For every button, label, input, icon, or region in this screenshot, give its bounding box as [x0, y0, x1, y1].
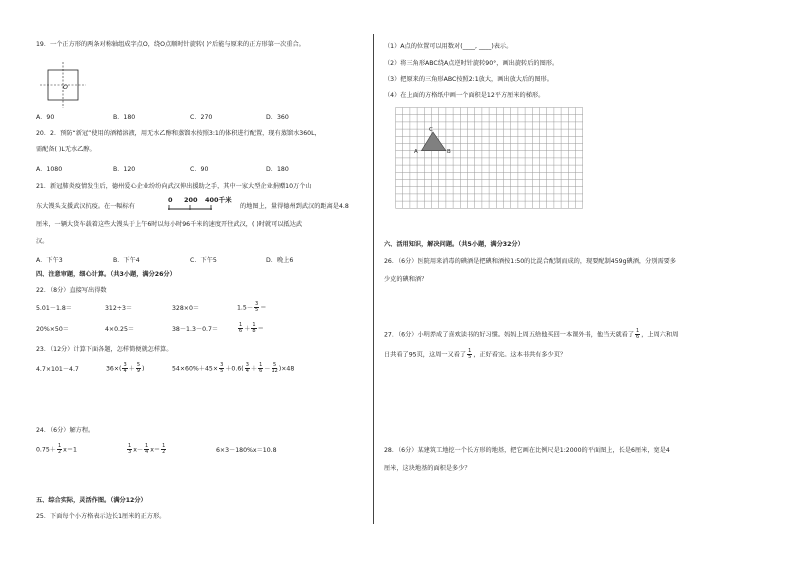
q21-line3: 厘米，一辆大货车载着这些大馒头于上午6时以每小时96千米的速度开往武汉，( )时就可以抵达武	[36, 221, 303, 228]
point-c-label: C	[429, 127, 433, 133]
scale-line	[168, 205, 212, 211]
q23-expr-2: 36×( $\frac{3}{4}$ ＋ $\frac{5}{9}$ )	[106, 362, 145, 374]
q22-r2-c2: 4×0.25＝	[105, 326, 135, 333]
q21-line1: 21．新冠肺炎疫情发生后，德州爱心企业纷纷向武汉伸出援助之手，其中一家大型企业捐赠10万个山	[36, 183, 312, 190]
q25-part-1: （1）A点的位置可以用数对(____, ____)表示。	[384, 43, 513, 50]
square-grid	[395, 107, 595, 217]
point-b-label: B	[447, 149, 451, 155]
column-divider	[373, 34, 374, 524]
q22-r2-c1: 20%×50＝	[36, 326, 69, 333]
q22-r1-c1: 5.01－1.8＝	[36, 305, 72, 312]
q21-option-a: A．下午3	[36, 257, 63, 264]
triangle-abc	[421, 132, 445, 151]
q19-text: 19．一个正方形的两条对称轴组成字点O，绕O点顺时针旋转( )°后能与原来的正方形第一次重合。	[36, 41, 305, 48]
q23-expr-3: 54×60%＋45× $\frac{3}{5}$ ＋0.6( $\frac{3}{4}$ ＋ $\frac{1}{6}$ － $\frac{5}{12}$ )×48	[172, 362, 295, 374]
q21-option-d: D．晚上6	[266, 257, 294, 264]
q27-line1: 27．（6分）小明养成了喜欢读书的好习惯。妈妈上周五给他买回一本课外书，他当天就看了 $\frac{1}{6}$ ，上周六和周	[384, 328, 679, 340]
q20-option-c: C．90	[190, 166, 209, 173]
section-6-heading: 六、活用知识，解决问题。（共5小题，满分32分）	[384, 241, 524, 248]
q21-line2-post: 的地图上，量得德州到武汉的距离是4.8	[240, 203, 349, 210]
q22-r1-c3: 328×0＝	[172, 305, 200, 312]
q28-line2: 厘米，这块地基的面积是多少？	[384, 465, 471, 472]
scale-label-0: 0	[168, 196, 173, 204]
q25-part-4: （4）在上面的方格纸中画一个面积是12平方厘米的梯形。	[384, 92, 545, 99]
q21-line4: 汉。	[36, 238, 49, 245]
scale-label-400: 400千米	[205, 196, 232, 204]
q19-option-d: D．360	[266, 114, 289, 121]
q19-option-b: B．180	[113, 114, 136, 121]
q24-title: 24．（6分）解方程。	[36, 427, 95, 434]
q22-r2-c4: $\frac{1}{6}$ ＋ $\frac{1}{8}$ ＝	[239, 322, 264, 334]
q24-eq-2: $\frac{1}{3}$ x－ $\frac{1}{4}$ x＝ $\frac{1}{2}$	[128, 443, 166, 455]
q25-part-2: （2）将三角形ABC绕A点逆时针旋转90°，画出旋转后的图形。	[384, 60, 559, 67]
q21-option-c: C．下午5	[190, 257, 217, 264]
q23-title: 23．（12分）计算下面各题，怎样简便就怎样算。	[36, 346, 173, 353]
q23-expr-1: 4.7×101－4.7	[36, 366, 79, 373]
q20-option-a: A．1080	[36, 166, 63, 173]
q19-center-label: O	[63, 84, 68, 91]
section-5-heading: 五、综合实际，灵活作图。（满分12分）	[36, 497, 147, 504]
q28-line1: 28．（6分）某建筑工地挖一个长方形的地基，把它画在比例尺是1:2000的平面图上，长是6厘米，宽是4	[384, 447, 670, 454]
q21-line2-pre: 东大馒头支援武汉抗疫。在一幅标有	[36, 203, 135, 210]
q24-eq-3: 6×3－180%x＝10.8	[216, 447, 277, 454]
scale-label-200: 200	[184, 196, 198, 204]
q25-part-3: （3）把原来的三角形ABC按照2:1放大，画出放大后的图形。	[384, 76, 553, 83]
q26-line1: 26．（6分）医院用来消毒的碘酒是把碘和酒按1:50的比混合配制而成的，现要配制459g碘酒，分别需要多	[384, 258, 677, 265]
q20-line1: 20．2．预防“新冠”使用的酒精溶液，用无水乙醇和蒸馏水按照3:1的体积进行配置，现有蒸馏水360L，	[36, 130, 321, 137]
q22-r2-c3: 38－1.3－0.7＝	[172, 326, 219, 333]
q25-text: 25．下面每个小方格表示边长1厘米的正方形。	[36, 513, 166, 520]
q24-eq-1: 0.75＋ $\frac{1}{2}$ x＝1	[36, 443, 77, 455]
q19-option-a: A．90	[36, 114, 55, 121]
q20-line2: 需配备( )L无水乙醇。	[36, 146, 96, 153]
q27-line2: 日共看了95页，这周一又看了 $\frac{1}{5}$ ，正好看完。这本书共有多少页？	[384, 348, 567, 360]
q22-title: 22．（8分）直接写出得数	[36, 287, 107, 294]
point-a-label: A	[414, 149, 418, 155]
q20-option-b: B．120	[113, 166, 136, 173]
q21-option-b: B．下午4	[113, 257, 140, 264]
q20-option-d: D．180	[266, 166, 289, 173]
section-4-heading: 四、注意审题，细心计算。（共3小题，满分26分）	[36, 271, 176, 278]
q22-r1-c2: 312÷3＝	[105, 305, 133, 312]
q19-option-c: C．270	[190, 114, 213, 121]
q22-r1-c4: 1.5－ $\frac{3}{5}$ ＝	[237, 301, 267, 313]
q26-line2: 少克的碘和酒？	[384, 276, 428, 283]
